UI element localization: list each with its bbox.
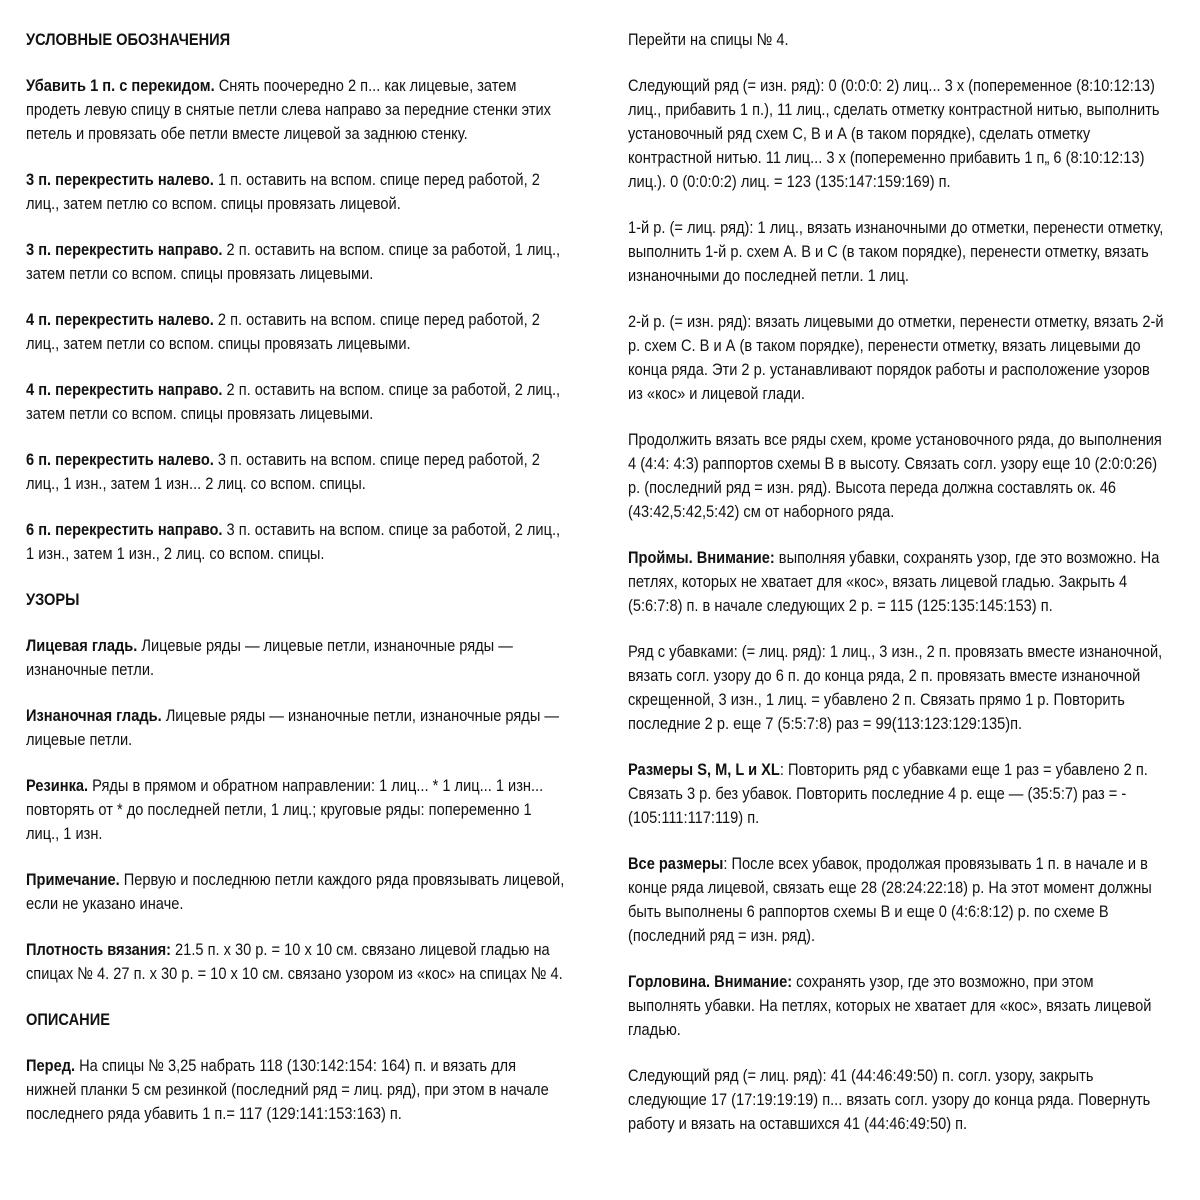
instruction-text: Перейти на спицы № 4. [628, 30, 789, 49]
pattern-term: Резинка. [26, 776, 89, 795]
instruction-term: Проймы. Внимание: [628, 548, 775, 567]
instruction-paragraph [628, 74, 1168, 194]
pattern-text: Лицевые ряды — изнаночные петли, изнаночные ряды — лицевые петли. [26, 706, 560, 749]
pattern-text: Первую и последнюю петли каждого ряда провязывать лицевой, если не указано иначе. [26, 870, 565, 913]
legend-text: 3 п. оставить на вспом. спице перед работой, 2 лиц., 1 изн., затем 1 изн... 2 лиц. со вспом. спицы. [26, 450, 540, 493]
instruction-text: : После всех убавок, продолжая провязывать 1 п. в начале и в конце ряда лицевой, связать еще 28 (28:24:22:18) р. На этот момент должны быть выполнены 6 раппортов схемы В и еще 0 (4:6:8:12) р. по схеме В (последний ряд = изн. ряд). [628, 854, 1152, 945]
description-heading: ОПИСАНИЕ [26, 1010, 110, 1029]
pattern-item [26, 774, 566, 846]
legend-term: 4 п. перекрестить направо. [26, 380, 223, 399]
pattern-term: Примечание. [26, 870, 120, 889]
legend-term: 4 п. перекрестить налево. [26, 310, 214, 329]
instruction-text: 2-й р. (= изн. ряд): вязать лицевыми до отметки, перенести отметку, вязать 2-й р. схем С. В и А (в таком порядке), перенести отметку, вязать лицевыми до конца ряда. Эти 2 р. устанавливают порядок работы и расположение узоров из «кос» и лицевой глади. [628, 312, 1164, 403]
pattern-term: Изнаночная гладь. [26, 706, 162, 725]
legend-term: 6 п. перекрестить направо. [26, 520, 223, 539]
legend-text: 2 п. оставить на вспом. спице за работой, 1 лиц., затем петли со вспом. спицы провязать лицевыми. [26, 240, 561, 283]
pattern-text: 21.5 п. х 30 р. = 10 х 10 см. связано лицевой гладью на спицах № 4. 27 п. х 30 р. = 10 х 10 см. связано узором из «кос» на спицах № 4. [26, 940, 563, 983]
instruction-term: Все размеры [628, 854, 724, 873]
description-item [26, 1054, 566, 1126]
pattern-item [26, 938, 566, 986]
pattern-item [26, 704, 566, 752]
pattern-item [26, 634, 566, 682]
instruction-paragraph [628, 758, 1168, 830]
legend-item [26, 308, 566, 356]
legend-item [26, 378, 566, 426]
legend-item [26, 518, 566, 566]
description-text: На спицы № 3,25 набрать 118 (130:142:154: 164) п. и вязать для нижней планки 5 см резинкой (последний ряд = лиц. ряд), при этом в начале последнего ряда убавить 1 п.= 117 (129:141:153:163) п. [26, 1056, 549, 1123]
instruction-text: Ряд с убавками: (= лиц. ряд): 1 лиц., 3 изн., 2 п. провязать вместе изнаночной, вязать согл. узору до 6 п. до конца ряда, 2 п. провязать вместе изнаночной скрещенной, 3 изн., 1 лиц. = убавлено 2 п. Связать прямо 1 р. Повторить последние 2 р. еще 7 (5:5:7:8) раз = 99(113:123:129:135)п. [628, 642, 1163, 733]
instruction-term: Размеры S, M, L и XL [628, 760, 780, 779]
left-column [26, 28, 566, 1148]
pattern-term: Плотность вязания: [26, 940, 171, 959]
pattern-text: Ряды в прямом и обратном направлении: 1 лиц... * 1 лиц... 1 изн... повторять от * до последней петли, 1 лиц.; круговые ряды: попеременно 1 лиц., 1 изн. [26, 776, 544, 843]
instruction-text: Следующий ряд (= изн. ряд): 0 (0:0:0: 2) лиц... 3 х (попеременное (8:10:12:13) лиц., прибавить 1 п.), 11 лиц., сделать отметку контрастной нитью, выполнить установочный ряд схем С, В и А (в таком порядке), сделать отметку контрастной нитью. 11 лиц... 3 х (попеременно прибавить 1 п„ 6 (8:10:12:13) лиц.). 0 (0:0:0:2) лиц. = 123 (135:147:159:169) п. [628, 76, 1160, 191]
instruction-text: Продолжить вязать все ряды схем, кроме установочного ряда, до выполнения 4 (4:4: 4:3) раппортов схемы В в высоту. Связать согл. узору еще 10 (2:0:0:26) р. (последний ряд = изн. ряд). Высота переда должна составлять ок. 46 (43:42,5:42,5:42) см от наборного ряда. [628, 430, 1162, 521]
legend-text: 2 п. оставить на вспом. спице за работой, 2 лиц., затем петли со вспом. спицы провязать лицевыми. [26, 380, 561, 423]
description-term: Перед. [26, 1056, 76, 1075]
instruction-text: выполняя убавки, сохранять узор, где это возможно. На петлях, которых не хватает для «кос», вязать лицевой гладью. Закрыть 4 (5:6:7:8) п. в начале следующих 2 р. = 115 (125:135:145:153) п. [628, 548, 1160, 615]
instruction-paragraph [628, 640, 1168, 736]
instruction-text: 1-й р. (= лиц. ряд): 1 лиц., вязать изнаночными до отметки, перенести отметку, выполнить 1-й р. схем А. В и С (в таком порядке), перенести отметку, вязать изнаночными до последней петли. 1 лиц. [628, 218, 1164, 285]
legend-item [26, 74, 566, 146]
legend-text: Снять поочередно 2 п... как лицевые, затем продеть левую спицу в снятые петли слева направо за передние стенки этих петель и провязать обе петли вместе лицевой за заднюю стенку. [26, 76, 552, 143]
patterns-heading: УЗОРЫ [26, 590, 80, 609]
legend-text: 2 п. оставить на вспом. спице перед работой, 2 лиц., затем петли со вспом. спицы провязать лицевыми. [26, 310, 540, 353]
instruction-paragraph [628, 970, 1168, 1042]
instruction-text: : Повторить ряд с убавками еще 1 раз = убавлено 2 п. Связать 3 р. без убавок. Повторить последние 4 р. еще — (35:5:7) раз = - (105:111:117:119) п. [628, 760, 1148, 827]
pattern-text: Лицевые ряды — лицевые петли, изнаночные ряды — изнаночные петли. [26, 636, 513, 679]
legend-item [26, 168, 566, 216]
instruction-text: Следующий ряд (= лиц. ряд): 41 (44:46:49:50) п. согл. узору, закрыть следующие 17 (17:19:19:19) п... вязать согл. узору до конца ряда. Повернуть работу и вязать на оставшихся 41 (44:46:49:50) п. [628, 1066, 1151, 1133]
legend-term: Убавить 1 п. с перекидом. [26, 76, 215, 95]
instruction-paragraph [628, 28, 1168, 52]
legend-term: 6 п. перекрестить налево. [26, 450, 214, 469]
legend-heading: УСЛОВНЫЕ ОБОЗНАЧЕНИЯ [26, 30, 231, 49]
legend-term: 3 п. перекрестить налево. [26, 170, 214, 189]
instruction-paragraph [628, 216, 1168, 288]
legend-text: 1 п. оставить на вспом. спице перед работой, 2 лиц., затем петлю со вспом. спицы провязать лицевой. [26, 170, 540, 213]
right-column [628, 28, 1168, 1158]
instruction-paragraph [628, 428, 1168, 524]
legend-term: 3 п. перекрестить направо. [26, 240, 223, 259]
legend-item [26, 238, 566, 286]
instruction-paragraph [628, 546, 1168, 618]
legend-item [26, 448, 566, 496]
instruction-paragraph [628, 1064, 1168, 1136]
instruction-term: Горловина. Внимание: [628, 972, 793, 991]
legend-text: 3 п. оставить на вспом. спице за работой, 2 лиц., 1 изн., затем 1 изн., 2 лиц. со вспом. спицы. [26, 520, 561, 563]
instruction-paragraph [628, 852, 1168, 948]
instruction-text: сохранять узор, где это возможно, при этом выполнять убавки. На петлях, которых не хватает для «кос», вязать лицевой гладью. [628, 972, 1152, 1039]
pattern-item [26, 868, 566, 916]
pattern-term: Лицевая гладь. [26, 636, 138, 655]
instruction-paragraph [628, 310, 1168, 406]
